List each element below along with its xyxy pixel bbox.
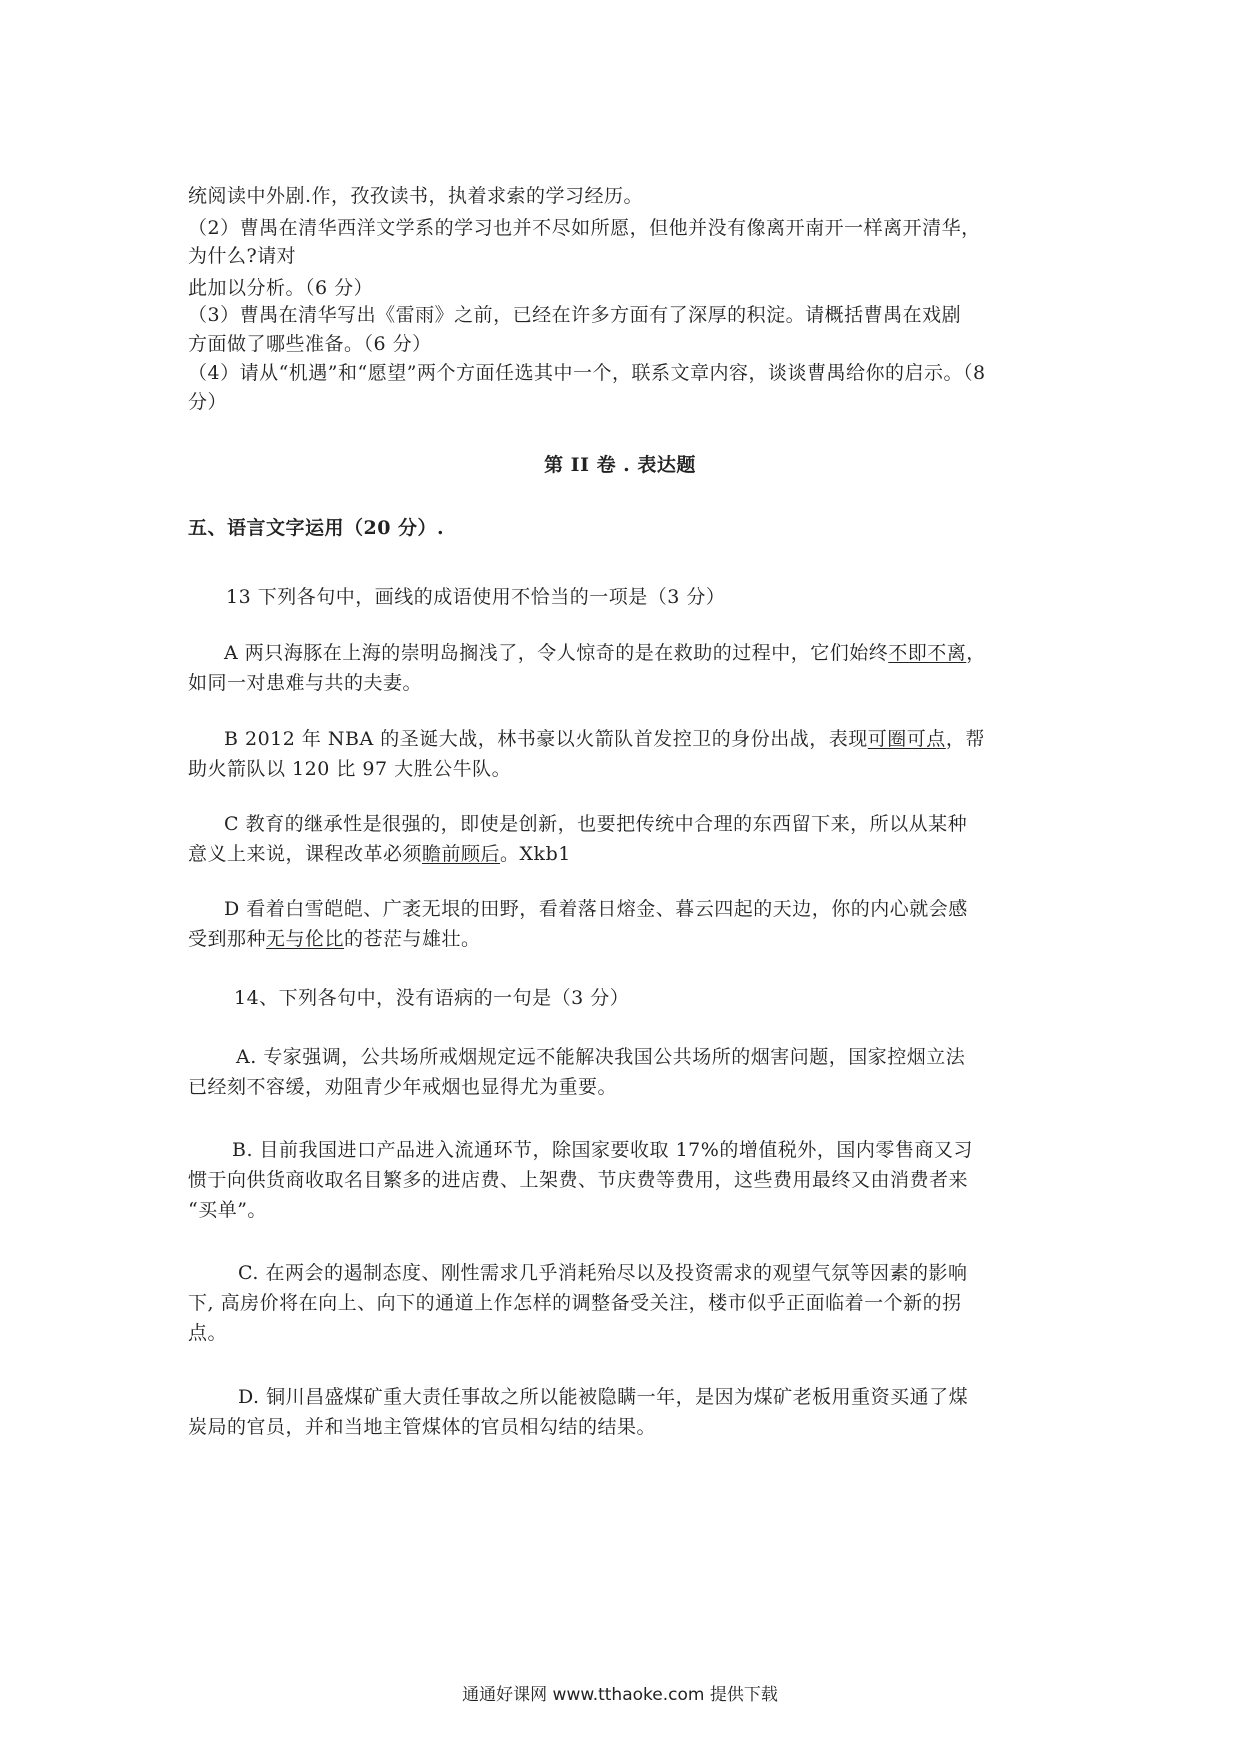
question-2-line: 此加以分析。（6 分） [188,277,374,299]
option-b-line: 助火箭队以 120 比 97 大胜公牛队。 [188,758,512,780]
option-a-line [224,640,986,666]
option-d-line: 炭局的官员，并和当地主管煤体的官员相勾结的结果。 [188,1416,657,1438]
footer-credit: 通通好课网 www.tthaoke.com 提供下载 [462,1685,778,1705]
option-text: B 2012 年 NBA 的圣诞大战，林书豪以火箭队首发控卫的身份出战，表现 [224,728,868,750]
underlined-idiom: 无与伦比 [266,928,345,950]
option-text: 意义上来说，课程改革必须 [188,843,423,865]
option-text: 。Xkb1 [500,843,571,865]
option-b-line [224,726,985,752]
option-c-line: C 教育的继承性是很强的，即使是创新，也要把传统中合理的东西留下来，所以从某种 [224,813,968,835]
option-a-line: A. 专家强调，公共场所戒烟规定远不能解决我国公共场所的烟害问题，国家控烟立法 [236,1046,966,1068]
option-d-line: D. 铜川昌盛煤矿重大责任事故之所以能被隐瞒一年，是因为煤矿老板用重资买通了煤 [238,1386,969,1408]
question-2-line: （2）曹禺在清华西洋文学系的学习也并不尽如所愿，但他并没有像离开南开一样离开清华， [188,217,981,239]
question-3-line: （3）曹禺在清华写出《雷雨》之前，已经在许多方面有了深厚的积淀。请概括曹禺在戏剧 [188,304,962,326]
question-13-stem: 13 下列各句中，画线的成语使用不恰当的一项是（3 分） [226,586,726,608]
underlined-idiom: 可圈可点 [867,728,946,750]
underlined-idiom: 不即不离 [888,642,967,664]
option-text: A 两只海豚在上海的崇明岛搁浅了，令人惊奇的是在救助的过程中，它们始终 [224,642,889,664]
question-4-line: （4）请从“机遇”和“愿望”两个方面任选其中一个，联系文章内容，谈谈曹禺给你的启示。（8 [188,362,986,384]
option-c-line: 下, 高房价将在向上、向下的通道上作怎样的调整备受关注，楼市似乎正面临着一个新的拐 [188,1292,962,1314]
question-4-line: 分） [188,391,228,413]
option-text: 受到那种 [188,928,267,950]
option-a-line: 已经刻不容缓，劝阻青少年戒烟也显得尤为重要。 [188,1076,618,1098]
option-d-line [188,926,481,952]
option-text: ，帮 [945,728,985,750]
section-title: 第 II 卷 . 表达题 [544,454,696,476]
question-2-line: 为什么?请对 [188,245,297,267]
option-a-line: 如同一对患难与共的夫妻。 [188,672,423,694]
section-heading: 五、语言文字运用（20 分）. [188,517,445,539]
option-b-line: B. 目前我国进口产品进入流通环节，除国家要收取 17%的增值税外，国内零售商又习 [232,1139,973,1161]
option-b-line: “买单”。 [188,1199,267,1221]
option-c-line: 点。 [188,1322,228,1344]
option-c-line [188,841,571,867]
passage-question-text: 统阅读中外剧.作，孜孜读书，执着求索的学习经历。 [188,185,644,207]
question-14-stem: 14、下列各句中，没有语病的一句是（3 分） [234,987,630,1009]
option-text: ， [966,642,986,664]
underlined-idiom: 瞻前顾后 [422,843,501,865]
option-c-line: C. 在两会的遏制态度、刚性需求几乎消耗殆尽以及投资需求的观望气氛等因素的影响 [238,1262,968,1284]
option-b-line: 惯于向供货商收取名目繁多的进店费、上架费、节庆费等费用，这些费用最终又由消费者来 [188,1169,969,1191]
option-d-line: D 看着白雪皑皑、广袤无垠的田野，看着落日熔金、暮云四起的天边，你的内心就会感 [224,898,968,920]
option-text: 的苍茫与雄壮。 [344,928,481,950]
question-3-line: 方面做了哪些准备。（6 分） [188,333,432,355]
